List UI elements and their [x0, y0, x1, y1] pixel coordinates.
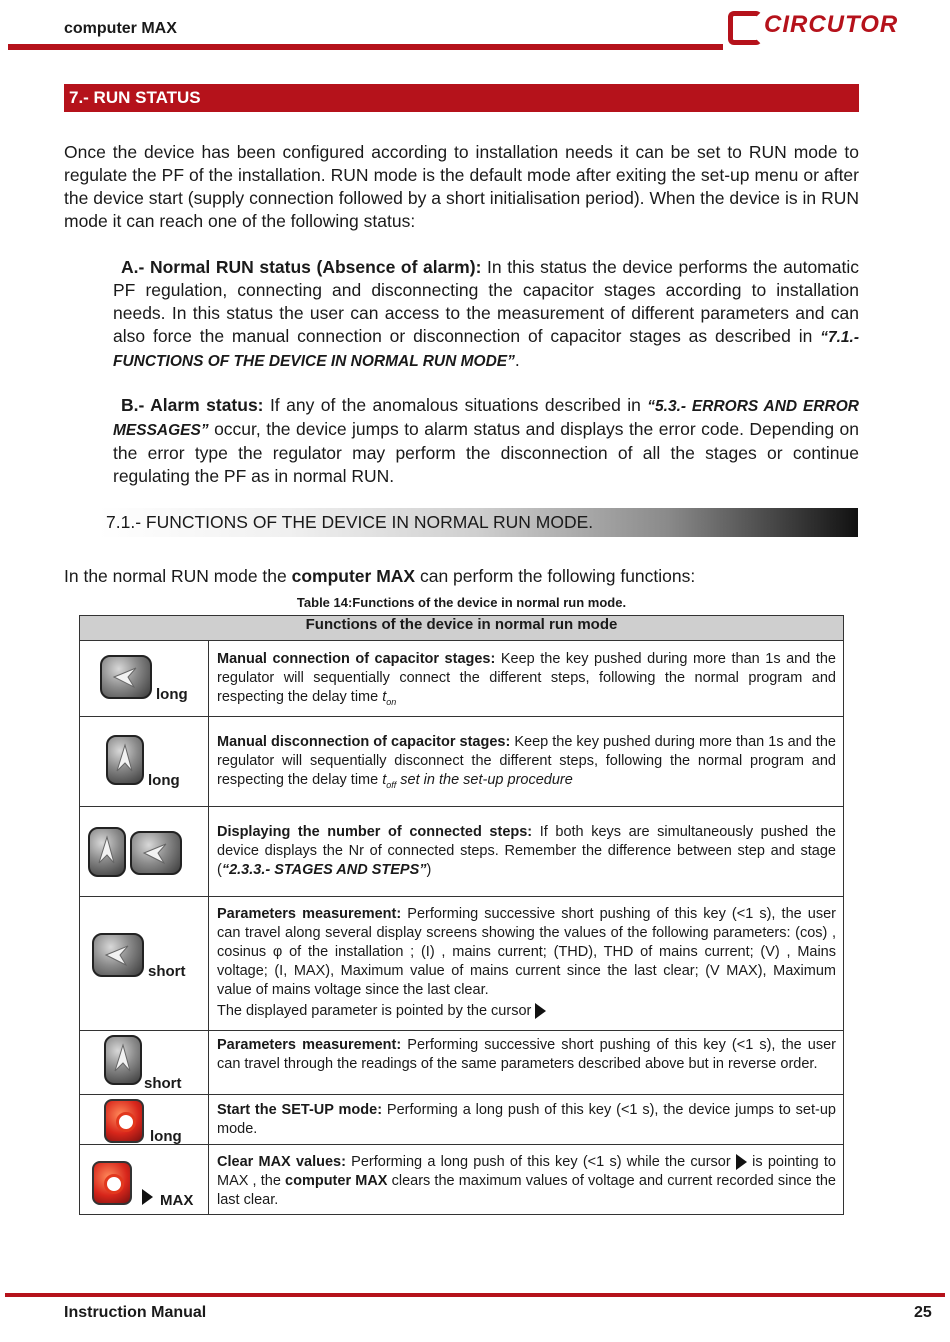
delay-sub: on [386, 696, 397, 707]
left-key-icon [88, 827, 126, 877]
key-press-label: long [156, 686, 188, 703]
status-a-paragraph [113, 256, 859, 373]
function-title: Parameters measurement: [217, 1037, 402, 1053]
table-caption: Table 14:Functions of the device in normal run mode. [296, 595, 627, 610]
key-cell [80, 807, 209, 897]
table-row [80, 1095, 844, 1145]
function-text: Performing successive short pushing of this key (<1 s), the user can travel through the readings of the same parameters described above but in reverse order. [217, 1037, 836, 1072]
key-cell [80, 1095, 209, 1145]
functions-intro-post: can perform the following functions: [415, 566, 696, 586]
table-row [80, 807, 844, 897]
key-press-label: short [148, 963, 186, 980]
table-header: Functions of the device in normal run mode [80, 616, 844, 641]
status-b-paragraph [113, 394, 859, 488]
status-b-text2: occur, the device jumps to alarm status and displays the error code. Depending on the error type the regulator may perform the disconnection of all the stages or continue regulating the PF as in normal RUN. [113, 419, 859, 486]
status-a-reference[interactable]: “7.1.- FUNCTIONS OF THE DEVICE IN NORMAL RUN MODE” [113, 329, 859, 370]
function-text: If both keys are simultaneously pushed the device displays the Nr of connected steps. Remember the difference between step and stage ( [217, 824, 836, 878]
key-press-label: MAX [160, 1192, 194, 1209]
key-cell [80, 641, 209, 717]
key-cell [80, 1031, 209, 1095]
function-title: Displaying the number of connected steps: [217, 824, 533, 840]
function-tail: set in the set-up procedure [396, 772, 573, 788]
status-a-lead: A.- Normal RUN status (Absence of alarm): [121, 257, 482, 277]
right-key-icon [130, 831, 182, 875]
functions-intro-pre: In the normal RUN mode the [64, 566, 292, 586]
footer-label: Instruction Manual [64, 1304, 207, 1321]
footer-rule [5, 1293, 945, 1297]
delay-var: t [382, 689, 387, 705]
function-text2: is pointing to MAX , the [217, 1154, 836, 1189]
function-title: Clear MAX values: [217, 1154, 346, 1170]
key-press-label: short [144, 1075, 182, 1092]
table-row [80, 641, 844, 717]
right-key-icon [92, 933, 144, 977]
circutor-logo [728, 8, 900, 44]
product-name: computer MAX [285, 1173, 388, 1189]
function-description [209, 807, 844, 897]
product-name: computer MAX [291, 566, 416, 586]
function-text3: clears the maximum values of voltage and current recorded since the last clear. [217, 1173, 836, 1208]
function-reference[interactable]: “2.3.3.- STAGES AND STEPS” [221, 862, 427, 878]
status-b-lead: B.- Alarm status: [121, 395, 264, 415]
table-row [80, 1145, 844, 1215]
function-title: Manual disconnection of capacitor stages: [217, 734, 511, 750]
logo-mark-icon [728, 11, 762, 45]
key-cell [80, 717, 209, 807]
intro-paragraph: Once the device has been configured according to installation needs it can be set to RUN mode to regulate the PF of the installation. RUN mode is the default mode after exiting the set-up menu or after the device start (supply connection followed by a short initialisation period). When the device is in RUN mode it can reach one of the following status: [64, 142, 859, 231]
key-cell [80, 1145, 209, 1215]
status-a-end: . [514, 350, 520, 370]
status-a-text: In this status the device performs the automatic PF regulation, connecting and disconnecting the capacitor stages according to installation needs. In this status the user can access to the measurement of different parameters and can also force the manual connection or disconnection of capacitor stages as described in [113, 257, 859, 346]
function-text: Performing a long push of this key (<1 s), the device jumps to set-up mode. [217, 1102, 836, 1137]
subsection-title: 7.1.- FUNCTIONS OF THE DEVICE IN NORMAL RUN MODE. [98, 508, 858, 537]
delay-var: t [382, 772, 387, 788]
cursor-icon [142, 1189, 153, 1205]
header-rule [8, 44, 723, 50]
function-description [209, 1095, 844, 1145]
document-title: computer MAX [64, 20, 177, 37]
right-key-icon [100, 655, 152, 699]
function-title: Manual connection of capacitor stages: [217, 651, 496, 667]
cursor-icon [535, 1003, 546, 1019]
section-title: 7.- RUN STATUS [64, 84, 859, 112]
logo-wordmark: CIRCUTOR [764, 11, 899, 38]
key-press-label: long [148, 772, 180, 789]
status-b-text1: If any of the anomalous situations described in [263, 395, 648, 415]
key-cell [80, 897, 209, 1031]
function-description [209, 717, 844, 807]
setup-key-icon [92, 1161, 132, 1205]
left-key-icon [106, 735, 144, 785]
cursor-note: The displayed parameter is pointed by the cursor [217, 1003, 532, 1019]
function-text: Keep the key pushed during more than 1s and the regulator will sequentially connect the different steps, following the normal program and respecting the delay time [217, 651, 836, 705]
function-end: ) [426, 862, 432, 878]
table-row [80, 897, 844, 1031]
status-b-reference[interactable]: “5.3.- ERRORS AND ERROR MESSAGES” [113, 398, 859, 439]
functions-table [79, 615, 844, 1215]
function-text: Performing successive short pushing of this key (<1 s), the user can travel along several display screens showing the values of the following parameters: (cos) , cosinus φ of the installation ; (I) , mains current; (THD), THD of mains current; (V) , Mains voltage; (I, MAX), Maximum value of mains current since the last clear; (V MAX), Maximum value of mains voltage since the last clear. [217, 906, 836, 998]
page-number: 25 [914, 1304, 932, 1321]
function-description [209, 897, 844, 1031]
function-description [209, 1031, 844, 1095]
setup-key-icon [104, 1099, 144, 1143]
key-press-label: long [150, 1128, 182, 1145]
left-key-icon [104, 1035, 142, 1085]
function-text: Performing a long push of this key (<1 s) while the cursor [345, 1154, 736, 1170]
function-title: Parameters measurement: [217, 906, 402, 922]
function-description [209, 641, 844, 717]
function-text: Keep the key pushed during more than 1s and the regulator will sequentially disconnect the different steps, following the normal program and respecting the delay time [217, 734, 836, 788]
cursor-icon [736, 1154, 747, 1170]
table-row [80, 717, 844, 807]
function-title: Start the SET-UP mode: [217, 1102, 383, 1118]
delay-sub: off [386, 779, 397, 790]
table-row [80, 1031, 844, 1095]
function-description [209, 1145, 844, 1215]
table-header-row [80, 616, 844, 641]
functions-intro [64, 565, 859, 588]
